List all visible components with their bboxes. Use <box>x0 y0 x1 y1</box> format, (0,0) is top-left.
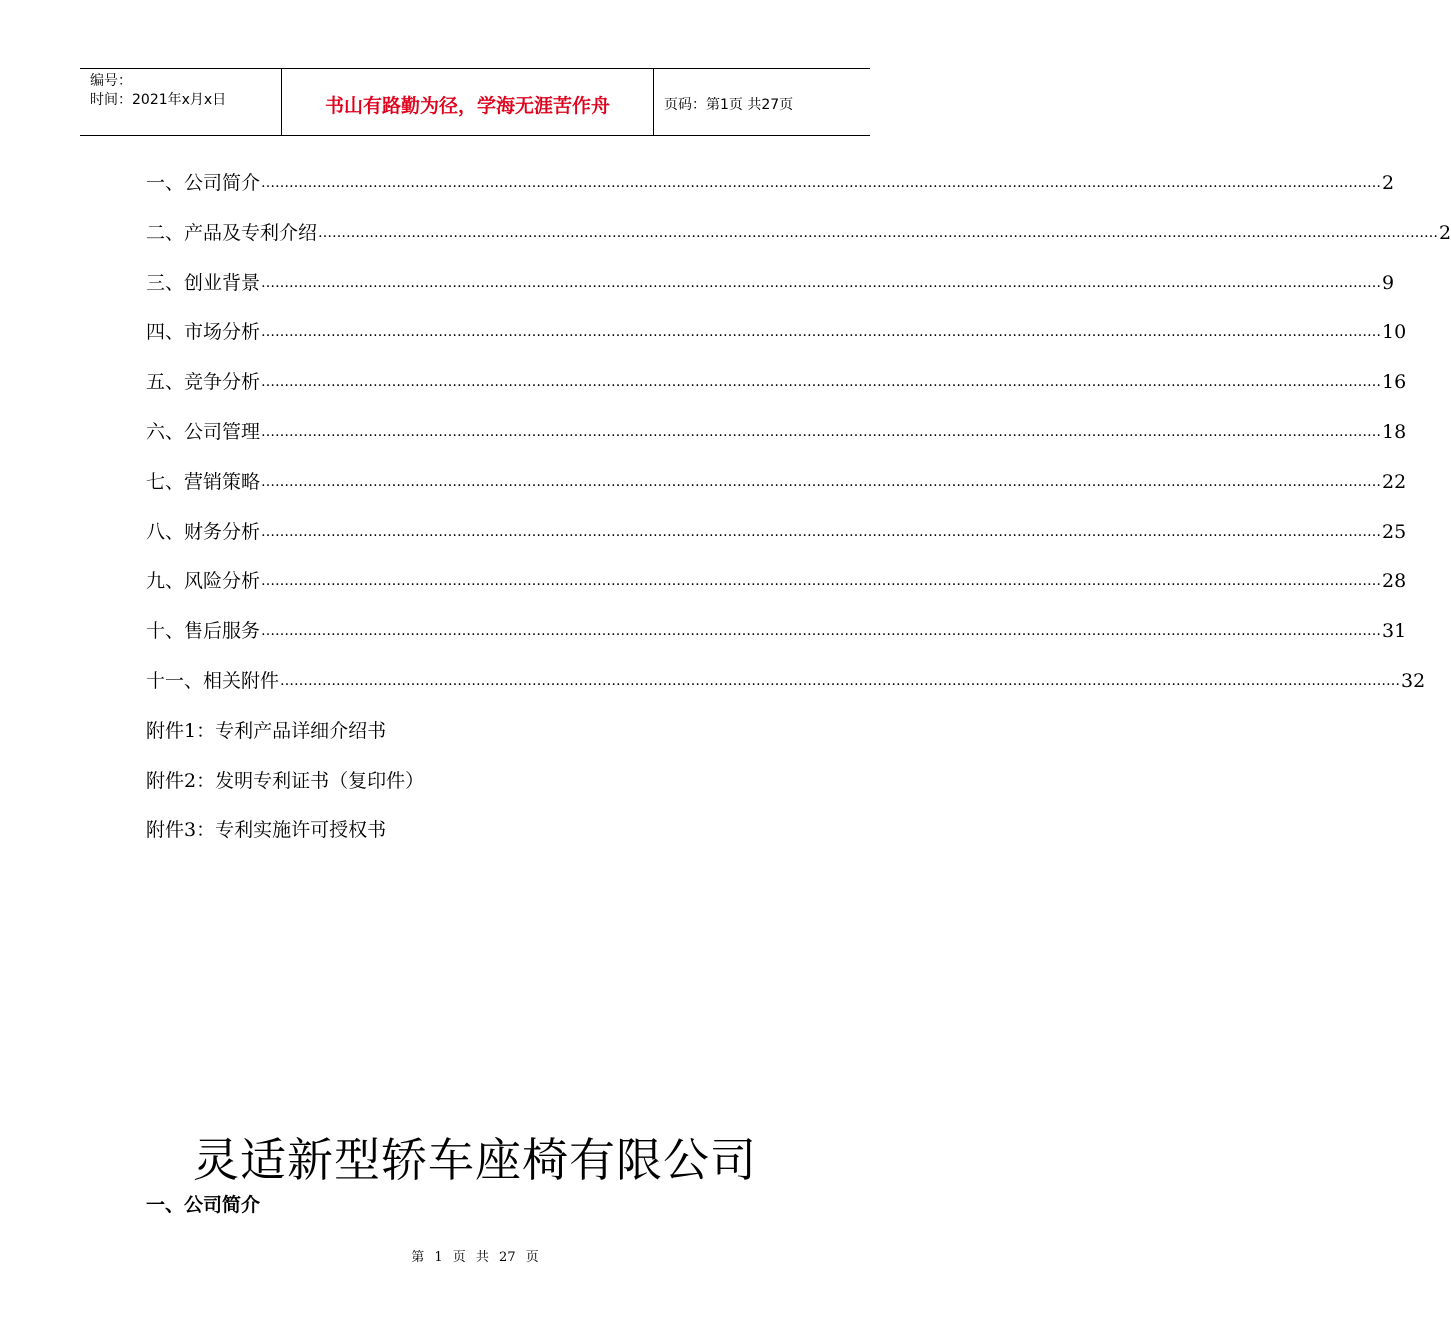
toc-entry-page: 2 <box>1382 172 1395 194</box>
toc-dot-leader: …………………………………………………………………………………………………………………………………………………………………………………………………………………… <box>280 672 1401 689</box>
toc-entry-number: 九、 <box>146 570 185 593</box>
toc-entry-title: 风险分析 <box>184 570 261 593</box>
toc-entry-number: 十、 <box>146 620 185 643</box>
toc-entry-title: 售后服务 <box>184 620 261 643</box>
toc-entry-number: 三、 <box>146 271 185 294</box>
attachment-item[interactable]: 附件3：专利实施许可授权书 <box>146 819 387 842</box>
toc-entry-page: 2 <box>1439 221 1451 244</box>
toc-entry[interactable] <box>146 616 1407 666</box>
toc-dot-leader: …………………………………………………………………………………………………………………………………………………………………………………………………………………… <box>261 473 1382 490</box>
toc-dot-leader: …………………………………………………………………………………………………………………………………………………………………………………………………………………… <box>261 374 1382 391</box>
toc-entry-title: 公司简介 <box>184 172 261 194</box>
toc-entry-title: 产品及专利介绍 <box>184 221 318 244</box>
toc-entry-page: 22 <box>1382 470 1407 493</box>
table-of-contents <box>146 168 1451 865</box>
toc-entry-number: 一、 <box>146 172 185 194</box>
page-footer: 第 1 页 共 27 页 <box>411 1250 539 1265</box>
toc-entry-title: 竞争分析 <box>184 371 261 394</box>
toc-entry[interactable] <box>146 168 1395 218</box>
toc-entry-number: 八、 <box>146 520 185 543</box>
toc-entry[interactable] <box>146 417 1407 467</box>
toc-entry-page: 25 <box>1382 520 1407 543</box>
toc-entry[interactable] <box>146 566 1407 616</box>
document-date-label: 时间：2021年x月x日 <box>90 92 227 108</box>
toc-entry-title: 创业背景 <box>184 271 261 294</box>
toc-entry-title: 营销策略 <box>184 470 261 493</box>
toc-entry-number: 六、 <box>146 420 185 443</box>
toc-dot-leader: …………………………………………………………………………………………………………………………………………………………………………………………………………………… <box>261 523 1382 540</box>
toc-entry-number: 七、 <box>146 470 185 493</box>
header-motto: 书山有路勤为径，学海无涯苦作舟 <box>282 69 654 135</box>
document-number-label: 编号： <box>90 73 132 89</box>
toc-entry-page: 9 <box>1382 271 1395 294</box>
toc-dot-leader: …………………………………………………………………………………………………………………………………………………………………………………………………………………… <box>261 623 1382 640</box>
toc-entry[interactable] <box>146 268 1395 318</box>
toc-dot-leader: …………………………………………………………………………………………………………………………………………………………………………………………………………………… <box>318 224 1439 241</box>
toc-entry-page: 10 <box>1382 321 1407 344</box>
toc-entry-number: 四、 <box>146 321 185 344</box>
toc-dot-leader: …………………………………………………………………………………………………………………………………………………………………………………………………………………… <box>261 324 1382 341</box>
toc-entry-page: 32 <box>1401 669 1426 692</box>
toc-entry[interactable] <box>146 467 1407 517</box>
toc-entry-page: 28 <box>1382 570 1407 593</box>
toc-entry-title: 相关附件 <box>203 669 280 692</box>
toc-entry-page: 18 <box>1382 420 1407 443</box>
toc-entry-page: 16 <box>1382 371 1407 394</box>
toc-entry-page: 31 <box>1382 620 1407 643</box>
toc-entry-title: 市场分析 <box>184 321 261 344</box>
toc-entry-title: 财务分析 <box>184 520 261 543</box>
attachment-item[interactable]: 附件2：发明专利证书（复印件） <box>146 769 425 792</box>
attachment-item[interactable]: 附件1：专利产品详细介绍书 <box>146 719 387 742</box>
section-heading: 一、公司简介 <box>146 1194 261 1216</box>
toc-entry[interactable] <box>146 317 1407 367</box>
toc-dot-leader: …………………………………………………………………………………………………………………………………………………………………………………………………………………… <box>261 175 1382 191</box>
toc-entry-number: 五、 <box>146 371 185 394</box>
toc-dot-leader: …………………………………………………………………………………………………………………………………………………………………………………………………………………… <box>261 274 1382 291</box>
toc-entry-title: 公司管理 <box>184 420 261 443</box>
toc-entry[interactable] <box>146 367 1407 417</box>
toc-entry[interactable] <box>146 218 1451 268</box>
company-title: 灵适新型轿车座椅有限公司 <box>193 1133 757 1187</box>
toc-entry[interactable] <box>146 517 1407 567</box>
toc-dot-leader: …………………………………………………………………………………………………………………………………………………………………………………………………………………… <box>261 423 1382 440</box>
toc-dot-leader: …………………………………………………………………………………………………………………………………………………………………………………………………………………… <box>261 573 1382 590</box>
toc-entry[interactable] <box>146 666 1426 716</box>
header-meta-cell <box>80 69 282 135</box>
header-table <box>80 68 870 136</box>
header-page-info: 页码：第1页 共27页 <box>664 97 794 113</box>
toc-entry-number: 二、 <box>146 221 185 244</box>
toc-entry-number: 十一、 <box>146 669 204 692</box>
